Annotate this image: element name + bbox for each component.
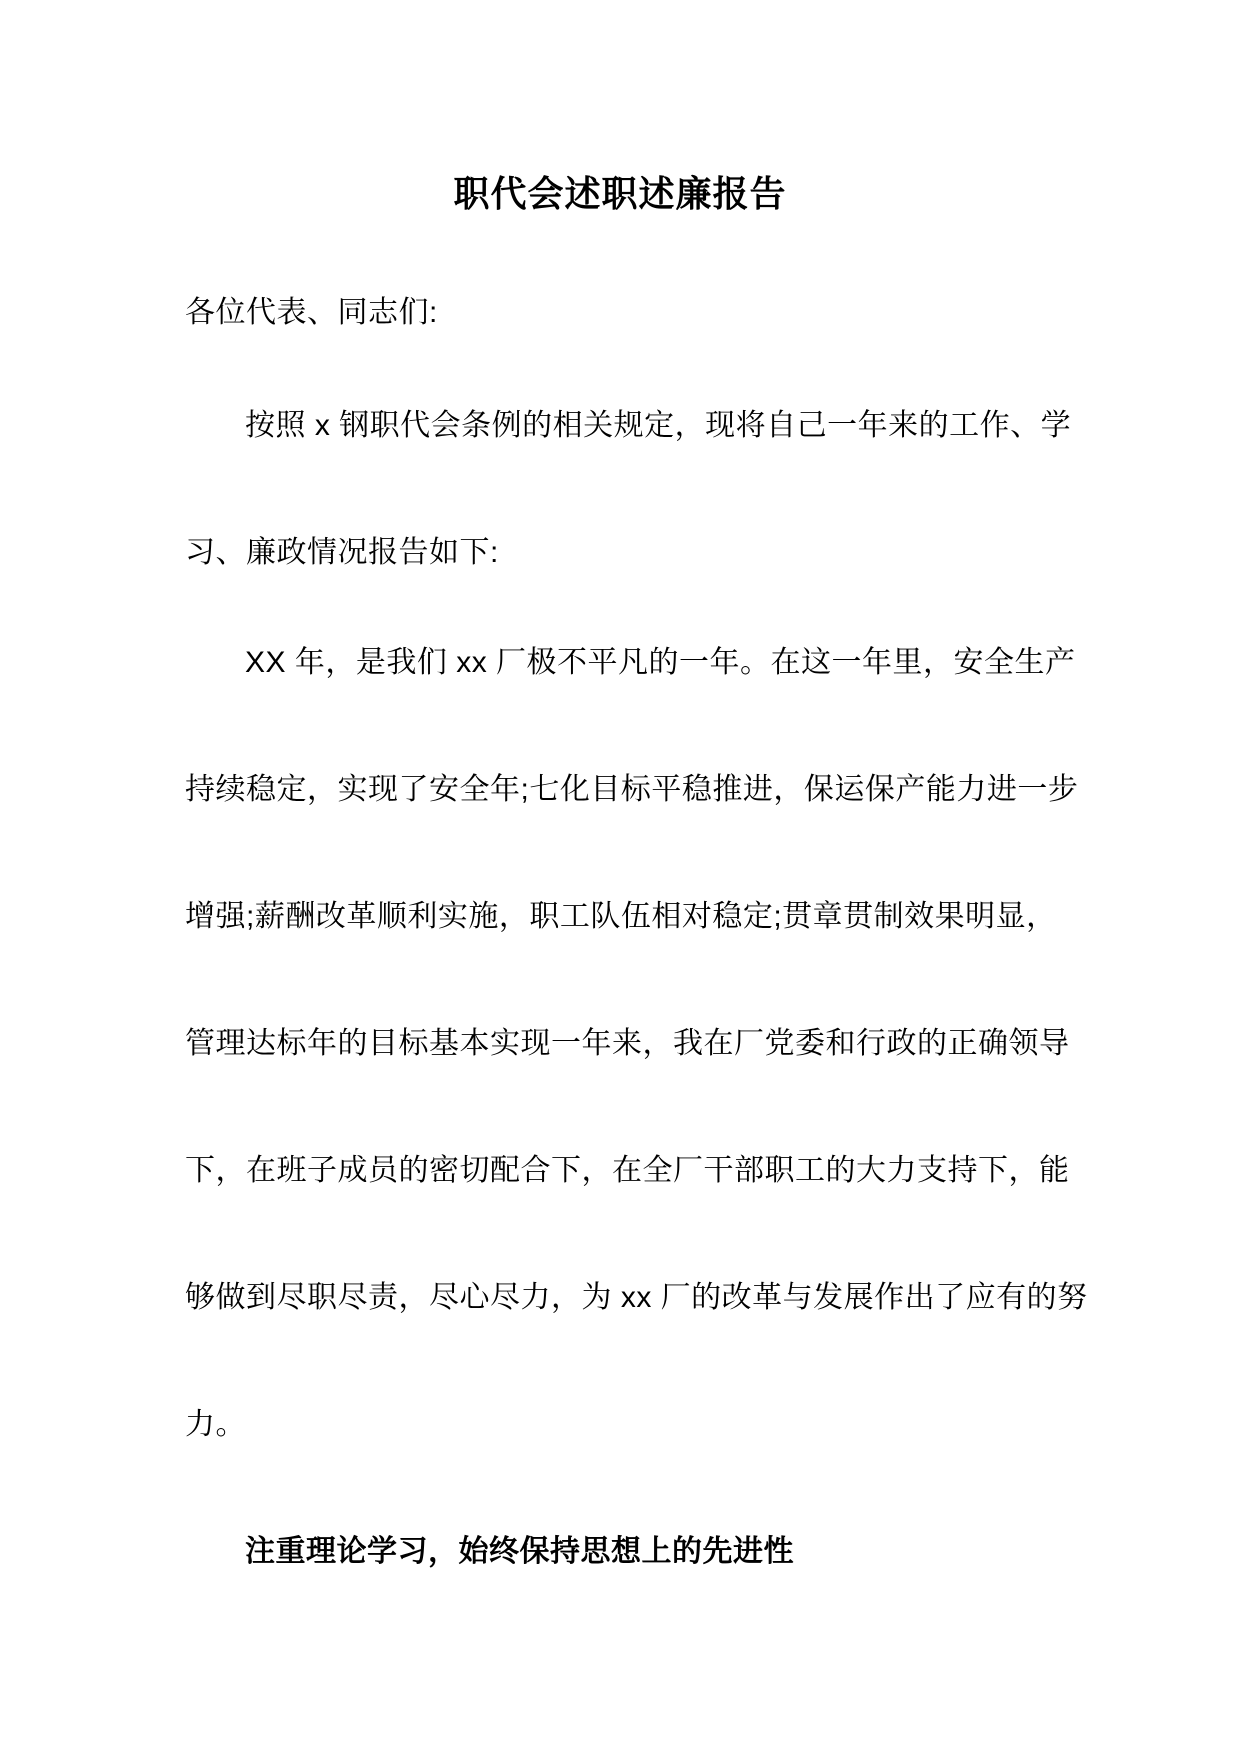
document-title: 职代会述职述廉报告	[453, 173, 787, 214]
body-line: XX 年，是我们 xx 厂极不平凡的一年。在这一年里，安全生产	[245, 646, 1076, 679]
body-line: 持续稳定，实现了安全年;七化目标平稳推进，保运保产能力进一步	[185, 773, 1079, 806]
body-line: 下，在班子成员的密切配合下，在全厂干部职工的大力支持下，能	[185, 1154, 1070, 1187]
body-line: 习、廉政情况报告如下:	[185, 536, 499, 569]
salutation-line: 各位代表、同志们:	[185, 296, 438, 329]
body-line: 力。	[185, 1408, 246, 1441]
body-line: 按照 x 钢职代会条例的相关规定，现将自己一年来的工作、学	[245, 409, 1072, 442]
body-line: 增强;薪酬改革顺利实施，职工队伍相对稳定;贯章贯制效果明显，	[185, 900, 1057, 933]
section-heading: 注重理论学习，始终保持思想上的先进性	[245, 1535, 794, 1568]
body-line: 管理达标年的目标基本实现一年来，我在厂党委和行政的正确领导	[185, 1027, 1070, 1060]
body-line: 够做到尽职尽责，尽心尽力，为 xx 厂的改革与发展作出了应有的努	[185, 1281, 1088, 1314]
